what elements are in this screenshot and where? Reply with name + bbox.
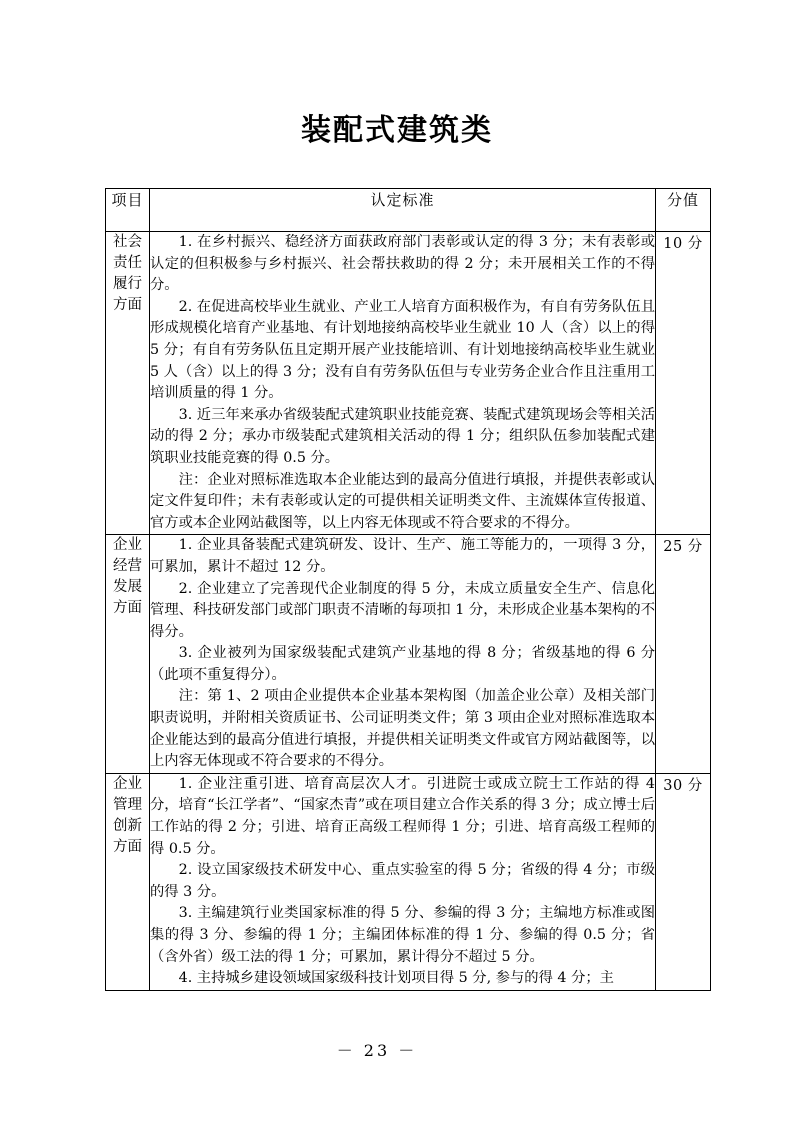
criteria-paragraph: 2. 在促进高校毕业生就业、产业工人培育方面积极作为，有自有劳务队伍且形成规模化培育产业基地、有计划地接纳高校毕业生就业 10 人（含）以上的得 5 分；有自有劳务队伍且定期开展产业技能培训、有计划地接纳高校毕业生就业 5 人（含）以上的得 3 分；没有自有劳务队伍但与专业劳务企业合作且注重用工培训质量的得 1 分。 [150,298,655,402]
table-row [106,232,711,535]
criteria-paragraph: 2. 企业建立了完善现代企业制度的得 5 分，未成立质量安全生产、信息化管理、科技研发部门或部门职责不清晰的每项扣 1 分，未形成企业基本架构的不得分。 [150,580,655,640]
item-label-line: 创新 [113,817,142,834]
criteria-table [105,188,711,991]
page-number: － 23 － [336,1041,418,1060]
criteria-paragraph: 3. 近三年来承办省级装配式建筑职业技能竞赛、装配式建筑现场会等相关活动的得 2 分；承办市级装配式建筑相关活动的得 1 分；组织队伍参加装配式建筑职业技能竞赛的得 0.5 分。 [150,406,655,466]
item-label-line: 责任 [113,255,142,271]
row-score-value: 30 分 [656,773,711,990]
row-item-label [106,535,150,774]
row-item-label [106,773,150,990]
row-criteria-content [150,232,656,535]
table-row [106,535,711,774]
table-row [106,773,711,990]
table-header-row [106,189,711,232]
item-label-line: 经营 [113,558,142,575]
item-label-line: 社会 [113,234,142,250]
item-label-line: 方面 [113,297,142,313]
criteria-note-paragraph: 注：企业对照标准选取本企业能达到的最高分值进行填报，并提供表彰或认定文件复印件；未有表彰或认定的可提供相关证明类文件、主流媒体宣传报道、官方或本企业网站截图等，以上内容无体现或不符合要求的不得分。 [150,471,655,531]
criteria-paragraph: 1. 在乡村振兴、稳经济方面获政府部门表彰或认定的得 3 分；未有表彰或认定的但积极参与乡村振兴、社会帮扶救助的得 2 分；未开展相关工作的不得分。 [150,234,655,294]
criteria-paragraph: 1. 企业具备装配式建筑研发、设计、生产、施工等能力的，一项得 3 分，可累加，累计不超过 12 分。 [150,537,655,575]
criteria-note-paragraph: 注：第 1、2 项由企业提供本企业基本架构图（加盖企业公章）及相关部门职责说明，并附相关资质证书、公司证明类文件；第 3 项由企业对照标准选取本企业能达到的最高分值进行填报，并提供相关证明类文件或官方网站截图等，以上内容无体现或不符合要求的不得分。 [150,688,655,770]
criteria-paragraph: 3. 主编建筑行业类国家标准的得 5 分、参编的得 3 分；主编地方标准或图集的得 3 分、参编的得 1 分；主编团体标准的得 1 分、参编的得 0.5 分；省（含外省）级工法的得 1 分；可累加，累计得分不超过 5 分。 [150,905,655,965]
row-item-label [106,232,150,535]
item-label-line: 管理 [113,796,142,813]
page-title: 装配式建筑类 [301,113,493,148]
item-label-line: 方面 [113,838,142,855]
column-header-score: 分值 [656,189,711,232]
item-label-line: 企业 [113,775,142,792]
item-label-line: 发展 [113,579,142,596]
row-score-value: 10 分 [656,232,711,535]
row-criteria-content [150,535,656,774]
column-header-item: 项目 [106,189,150,232]
row-criteria-content [150,773,656,990]
item-label-line: 企业 [113,537,142,554]
column-header-criteria: 认定标准 [150,189,656,232]
item-label-line: 履行 [113,276,142,292]
criteria-paragraph: 3. 企业被列为国家级装配式建筑产业基地的得 8 分；省级基地的得 6 分（此项不重复得分）。 [150,645,655,683]
criteria-paragraph: 4. 主持城乡建设领域国家级科技计划项目得 5 分, 参与的得 4 分；主 [178,970,614,987]
criteria-paragraph: 1. 企业注重引进、培育高层次人才。引进院士或成立院士工作站的得 4 分，培育“长江学者”、“国家杰青”或在项目建立合作关系的得 3 分；成立博士后工作站的得 2 分；引进、培育正高级工程师得 1 分；引进、培育高级工程师的得 0.5 分。 [150,775,655,857]
criteria-paragraph: 2. 设立国家级技术研发中心、重点实验室的得 5 分；省级的得 4 分；市级的得 3 分。 [150,862,655,900]
item-label-line: 方面 [113,600,142,617]
row-score-value: 25 分 [656,535,711,774]
